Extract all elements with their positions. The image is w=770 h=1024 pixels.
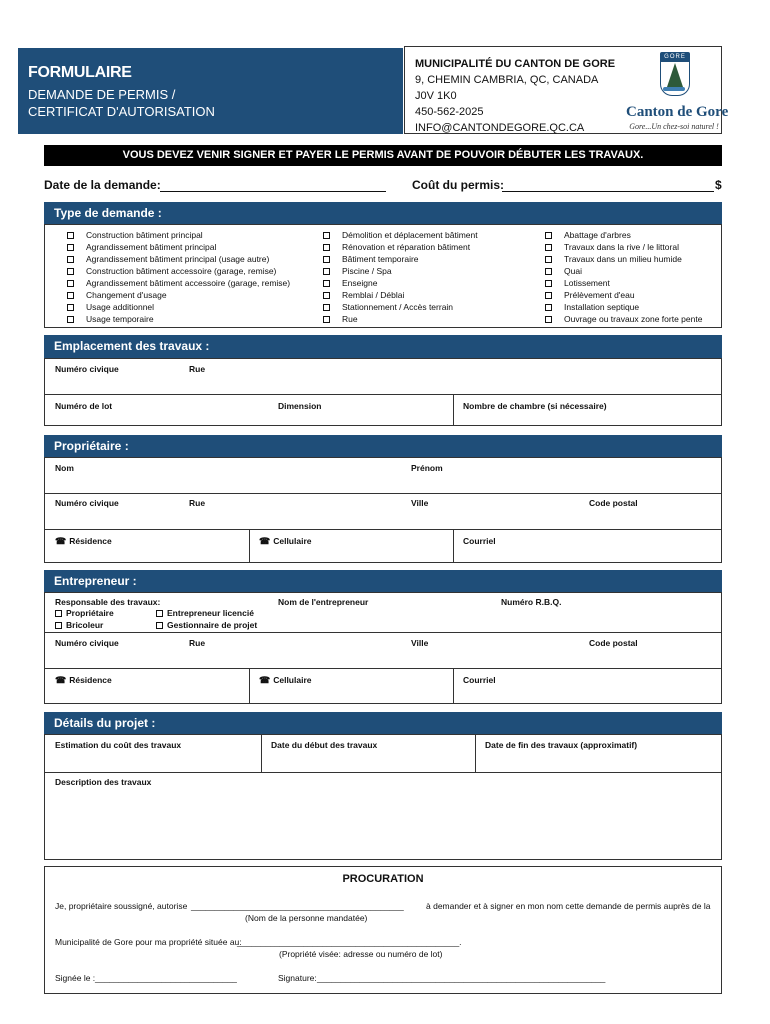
form-subtitle-2: CERTIFICAT D'AUTORISATION xyxy=(28,104,215,119)
checkbox-icon[interactable] xyxy=(55,622,62,629)
date-field[interactable] xyxy=(160,191,386,192)
checkbox-icon[interactable] xyxy=(323,268,330,275)
type-option[interactable] xyxy=(323,277,478,289)
logo-shield-icon xyxy=(660,52,690,96)
label-numero-civique: Numéro civique xyxy=(55,364,119,374)
option-gestionnaire[interactable] xyxy=(156,620,257,630)
type-option[interactable] xyxy=(67,241,290,253)
cost-unit: $ xyxy=(715,178,722,192)
divider xyxy=(453,530,454,563)
label-courriel: Courriel xyxy=(463,536,496,546)
canton-logo xyxy=(626,52,729,132)
option-entrepreneur-label: Entrepreneur licencié xyxy=(167,608,254,618)
logo-slogan: Gore...Un chez-soi naturel ! xyxy=(629,122,719,131)
proprietaire-row-2 xyxy=(45,494,721,530)
checkbox-icon[interactable] xyxy=(67,280,74,287)
municipality-email: INFO@CANTONDEGORE.QC.CA xyxy=(415,122,585,134)
date-label: Date de la demande: xyxy=(44,178,161,192)
label-date-debut: Date du début des travaux xyxy=(271,740,378,750)
type-option[interactable] xyxy=(545,277,702,289)
label-cellulaire xyxy=(259,536,312,547)
option-bricoleur-label: Bricoleur xyxy=(66,620,104,630)
label-nom: Nom xyxy=(55,463,74,473)
signee-label: Signée le : xyxy=(55,973,96,983)
label-chambres: Nombre de chambre (si nécessaire) xyxy=(463,401,607,411)
type-option[interactable] xyxy=(67,313,290,325)
type-option-label: Agrandissement bâtiment principal (usage autre) xyxy=(86,254,270,264)
label-estimation: Estimation du coût des travaux xyxy=(55,740,182,750)
checkbox-icon[interactable] xyxy=(67,244,74,251)
type-option[interactable] xyxy=(323,229,478,241)
checkbox-icon[interactable] xyxy=(67,268,74,275)
type-option-label: Remblai / Déblai xyxy=(342,290,405,300)
type-option[interactable] xyxy=(545,253,702,265)
type-option-label: Changement d'usage xyxy=(86,290,167,300)
type-option-label: Prélèvement d'eau xyxy=(564,290,635,300)
checkbox-icon[interactable] xyxy=(323,256,330,263)
checkbox-icon[interactable] xyxy=(67,292,74,299)
label-rue: Rue xyxy=(189,498,206,508)
checkbox-icon[interactable] xyxy=(67,304,74,311)
divider xyxy=(453,669,454,704)
phone-icon: ☎ xyxy=(55,536,67,546)
divider xyxy=(261,735,262,772)
emplacement-box xyxy=(44,358,722,426)
section-emplacement: Emplacement des travaux : xyxy=(44,335,722,358)
label-description: Description des travaux xyxy=(55,777,152,787)
phone-icon: ☎ xyxy=(259,536,271,546)
entrepreneur-row-2 xyxy=(45,633,721,669)
checkbox-icon[interactable] xyxy=(67,232,74,239)
type-option-label: Démolition et déplacement bâtiment xyxy=(342,230,478,240)
divider xyxy=(249,669,250,704)
type-option-label: Agrandissement bâtiment accessoire (garage, remise) xyxy=(86,278,291,288)
divider xyxy=(453,395,454,426)
type-option[interactable] xyxy=(545,265,702,277)
option-proprietaire-label: Propriétaire xyxy=(66,608,114,618)
type-option-label: Stationnement / Accès terrain xyxy=(342,302,454,312)
municipality-name: MUNICIPALITÉ DU CANTON DE GORE xyxy=(415,58,616,70)
emplacement-row-2 xyxy=(45,395,721,426)
type-option-label: Rue xyxy=(342,314,358,324)
type-option[interactable] xyxy=(545,289,702,301)
type-option-label: Usage temporaire xyxy=(86,314,154,324)
type-option-label: Construction bâtiment accessoire (garage, remise) xyxy=(86,266,277,276)
label-residence xyxy=(55,675,112,686)
checkbox-icon[interactable] xyxy=(545,316,552,323)
option-proprietaire[interactable] xyxy=(55,608,114,618)
type-option[interactable] xyxy=(545,313,702,325)
procuration-line1-end: à demander et à signer en mon nom cette demande de permis auprès de la xyxy=(426,901,711,911)
checkbox-icon[interactable] xyxy=(545,256,552,263)
entrepreneur-row-3 xyxy=(45,669,721,704)
section-details: Détails du projet : xyxy=(44,712,722,734)
phone-icon: ☎ xyxy=(259,675,271,685)
checkbox-icon[interactable] xyxy=(545,280,552,287)
label-residence-text: Résidence xyxy=(69,675,112,685)
signature-field[interactable]: _____________________________________________________________ xyxy=(317,973,606,983)
type-option[interactable] xyxy=(67,229,290,241)
municipality-postal: J0V 1K0 xyxy=(415,90,457,102)
label-prenom: Prénom xyxy=(411,463,443,473)
municipality-address: 9, CHEMIN CAMBRIA, QC, CANADA xyxy=(415,74,599,86)
section-type-demande: Type de demande : xyxy=(44,202,722,224)
procuration-line2-caption: (Propriété visée: adresse ou numéro de lot) xyxy=(279,949,443,959)
tree-icon xyxy=(667,63,683,87)
checkbox-icon[interactable] xyxy=(323,280,330,287)
details-row-2 xyxy=(45,773,721,860)
type-option-label: Quai xyxy=(564,266,582,276)
type-option[interactable] xyxy=(545,229,702,241)
checkbox-icon[interactable] xyxy=(545,292,552,299)
label-numero-civique: Numéro civique xyxy=(55,638,119,648)
type-option[interactable] xyxy=(323,241,478,253)
type-option-label: Enseigne xyxy=(342,278,378,288)
procuration-title: PROCURATION xyxy=(342,873,424,885)
cost-field[interactable] xyxy=(502,191,714,192)
label-courriel: Courriel xyxy=(463,675,496,685)
label-rue: Rue xyxy=(189,364,206,374)
procuration-line1-start: Je, propriétaire soussigné, autorise xyxy=(55,901,188,911)
option-entrepreneur[interactable] xyxy=(156,608,254,618)
emplacement-row-1 xyxy=(45,359,721,395)
type-option-label: Lotissement xyxy=(564,278,610,288)
checkbox-icon[interactable] xyxy=(323,292,330,299)
type-option[interactable] xyxy=(67,265,290,277)
type-option-label: Rénovation et réparation bâtiment xyxy=(342,242,471,252)
section-entrepreneur: Entrepreneur : xyxy=(44,570,722,592)
label-dimension: Dimension xyxy=(278,401,322,411)
label-rbq: Numéro R.B.Q. xyxy=(501,597,562,607)
form-title: FORMULAIRE xyxy=(28,64,132,81)
checkbox-icon[interactable] xyxy=(545,244,552,251)
section-proprietaire: Propriétaire : xyxy=(44,435,722,457)
proprietaire-row-1 xyxy=(45,458,721,494)
type-option[interactable] xyxy=(67,301,290,313)
logo-name: Canton de Gore xyxy=(626,104,729,120)
type-option[interactable] xyxy=(323,289,478,301)
divider xyxy=(249,530,250,563)
type-col-3 xyxy=(545,229,702,325)
label-cellulaire-text: Cellulaire xyxy=(273,675,312,685)
municipality-phone: 450-562-2025 xyxy=(415,106,484,118)
checkbox-icon[interactable] xyxy=(545,268,552,275)
label-residence-text: Résidence xyxy=(69,536,112,546)
type-option-label: Travaux dans la rive / le littoral xyxy=(564,242,679,252)
type-option[interactable] xyxy=(67,289,290,301)
label-ville: Ville xyxy=(411,638,429,648)
checkbox-icon[interactable] xyxy=(67,316,74,323)
checkbox-icon[interactable] xyxy=(67,256,74,263)
type-option-label: Installation septique xyxy=(564,302,640,312)
checkbox-icon[interactable] xyxy=(545,232,552,239)
propriete-field[interactable]: _______________________________________________. xyxy=(237,937,462,947)
checkbox-icon[interactable] xyxy=(545,304,552,311)
entrepreneur-box xyxy=(44,592,722,704)
water-icon xyxy=(663,87,685,91)
label-nom-entrepreneur: Nom de l'entrepreneur xyxy=(278,597,369,607)
type-option[interactable] xyxy=(323,313,478,325)
details-row-1 xyxy=(45,735,721,773)
option-bricoleur[interactable] xyxy=(55,620,103,630)
type-option[interactable] xyxy=(323,301,478,313)
type-option[interactable] xyxy=(67,277,290,289)
label-code-postal: Code postal xyxy=(589,638,638,648)
mandataire-field[interactable]: _____________________________________________ xyxy=(191,901,404,911)
cost-label: Coût du permis: xyxy=(412,178,504,192)
procuration-line1-caption: (Nom de la personne mandatée) xyxy=(245,913,368,923)
signee-field[interactable]: ______________________________ xyxy=(95,973,237,983)
type-option[interactable] xyxy=(323,253,478,265)
label-residence xyxy=(55,536,112,547)
warning-banner: VOUS DEVEZ VENIR SIGNER ET PAYER LE PERMIS AVANT DE POUVOIR DÉBUTER LES TRAVAUX. xyxy=(44,145,722,166)
details-box xyxy=(44,734,722,860)
checkbox-icon[interactable] xyxy=(323,244,330,251)
checkbox-icon[interactable] xyxy=(323,304,330,311)
label-rue: Rue xyxy=(189,638,206,648)
entrepreneur-row-1 xyxy=(45,593,721,633)
type-option[interactable] xyxy=(67,253,290,265)
type-option-label: Travaux dans un milieu humide xyxy=(564,254,682,264)
signature-label: Signature: xyxy=(278,973,317,983)
type-option-label: Usage additionnel xyxy=(86,302,155,312)
type-option-label: Construction bâtiment principal xyxy=(86,230,203,240)
divider xyxy=(475,735,476,772)
type-col-1 xyxy=(67,229,290,325)
label-responsable: Responsable des travaux: xyxy=(55,597,161,607)
procuration-box xyxy=(44,866,722,994)
checkbox-icon[interactable] xyxy=(323,316,330,323)
checkbox-icon[interactable] xyxy=(156,610,163,617)
checkbox-icon[interactable] xyxy=(55,610,62,617)
type-demande-box xyxy=(44,224,722,328)
proprietaire-row-3 xyxy=(45,530,721,563)
label-cellulaire-text: Cellulaire xyxy=(273,536,312,546)
label-ville: Ville xyxy=(411,498,429,508)
type-option-label: Piscine / Spa xyxy=(342,266,392,276)
checkbox-icon[interactable] xyxy=(156,622,163,629)
option-gestionnaire-label: Gestionnaire de projet xyxy=(167,620,258,630)
procuration-line2-start: Municipalité de Gore pour ma propriété située au: xyxy=(55,937,242,947)
form-title-block xyxy=(18,48,403,134)
type-option-label: Bâtiment temporaire xyxy=(342,254,419,264)
proprietaire-box xyxy=(44,457,722,563)
type-option-label: Ouvrage ou travaux zone forte pente xyxy=(564,314,703,324)
form-subtitle-1: DEMANDE DE PERMIS / xyxy=(28,87,176,102)
label-numero-lot: Numéro de lot xyxy=(55,401,113,411)
type-option[interactable] xyxy=(545,301,702,313)
type-option[interactable] xyxy=(545,241,702,253)
type-option[interactable] xyxy=(323,265,478,277)
type-option-label: Agrandissement bâtiment principal xyxy=(86,242,217,252)
type-option-label: Abattage d'arbres xyxy=(564,230,631,240)
label-date-fin: Date de fin des travaux (approximatif) xyxy=(485,740,638,750)
type-col-2 xyxy=(323,229,478,325)
label-code-postal: Code postal xyxy=(589,498,638,508)
label-cellulaire xyxy=(259,675,312,686)
checkbox-icon[interactable] xyxy=(323,232,330,239)
label-numero-civique: Numéro civique xyxy=(55,498,119,508)
logo-band-text: GORE xyxy=(661,53,689,62)
phone-icon: ☎ xyxy=(55,675,67,685)
date-cost-line xyxy=(44,176,722,194)
